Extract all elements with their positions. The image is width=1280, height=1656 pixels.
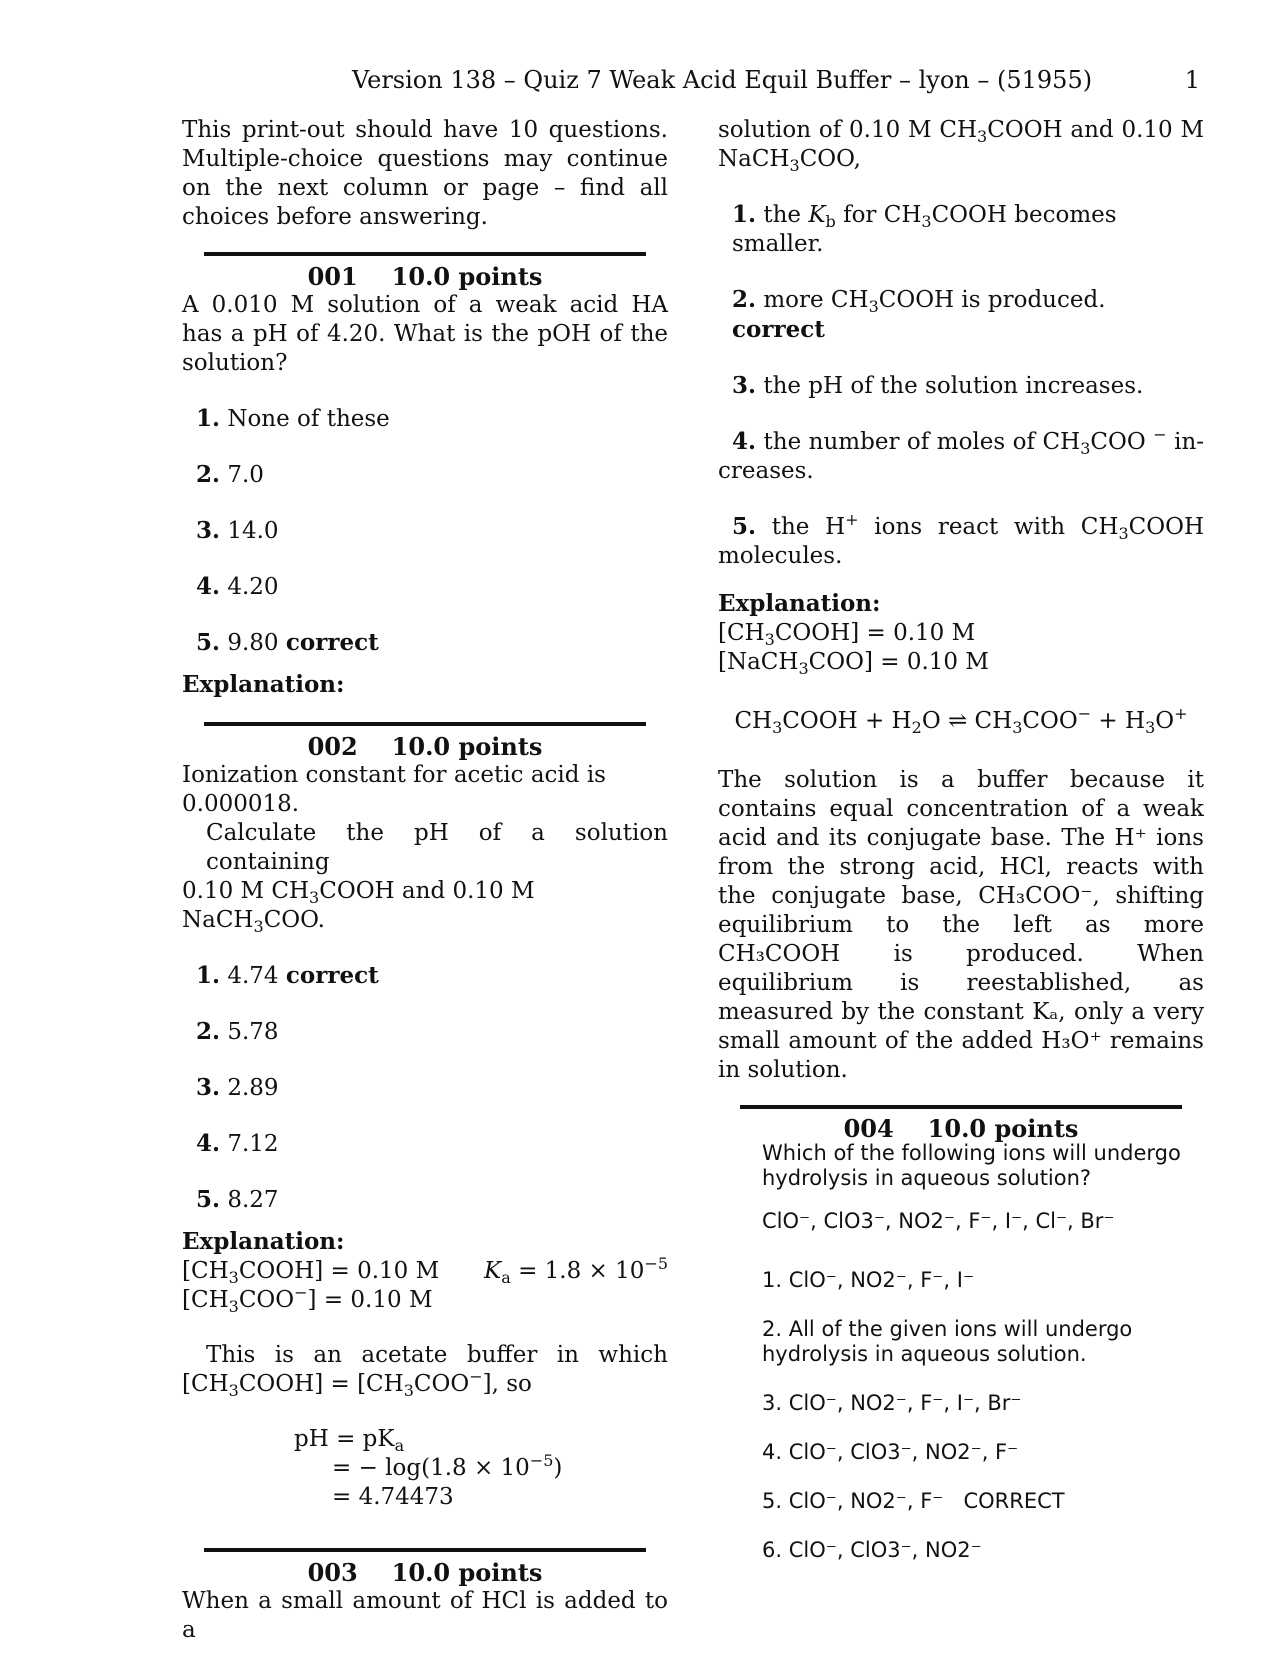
choice-004-3: 3. ClO⁻, NO2⁻, F⁻, I⁻, Br⁻ <box>762 1391 1022 1415</box>
buffer-statement: This is an acetate buffer in which $[CH_3COOH] = [CH_3COO^-]$, so <box>182 1342 668 1400</box>
correct-mark: correct <box>285 629 379 656</box>
choice-002-3: 3. 2.89 <box>196 1074 279 1101</box>
question-text-001: A 0.010 M solution of a weak acid HA has a pH of 4.20. What is the pOH of the solution? <box>182 292 668 376</box>
explanation-concentrations: $[CH_3COOH] = 0.10$ M [NaCH$_3$COO] = 0.10 M <box>718 620 989 678</box>
right-column <box>718 116 1204 1563</box>
choice-002-5: 5. 8.27 <box>196 1186 279 1213</box>
ion-list: ClO⁻, ClO3⁻, NO2⁻, F⁻, I⁻, Cl⁻, Br⁻ <box>762 1209 1115 1233</box>
correct-mark: CORRECT <box>963 1489 1065 1513</box>
choice-004-6: 6. ClO⁻, ClO3⁻, NO2⁻ <box>762 1538 982 1562</box>
question-text-004: Which of the following ions will undergo hydrolysis in aqueous solution? <box>762 1141 1181 1190</box>
choice-003-5: 5. the H+ ions react with $CH_3COOH$ molecules. <box>718 510 1205 569</box>
ph-calculation: pH = $pK_a$ = − $\log(1.8 \times 10^{-5})$ = 4.74473 <box>294 1426 563 1510</box>
choice-003-4: 4. the number of moles of $CH_3COO$ − in- creases. <box>718 425 1205 484</box>
choice-001-4: 4. 4.20 <box>196 573 279 600</box>
page-number: 1 <box>1184 66 1200 94</box>
choice-004-5: 5. ClO⁻, NO2⁻, F⁻ CORRECT <box>762 1489 1065 1513</box>
choice-001-5: 5. 9.80 correct <box>196 629 379 656</box>
question-text-003-cont: solution of 0.10 M $CH_3COOH$ and 0.10 M NaCH$_3$COO, <box>718 117 1204 175</box>
explanation-label: Explanation: <box>718 590 881 617</box>
question-divider <box>204 1548 646 1552</box>
question-points: 10.0 points <box>391 262 543 291</box>
left-column <box>182 116 668 1645</box>
choice-001-2: 2. 7.0 <box>196 461 264 488</box>
choice-001-1: 1. None of these <box>196 405 390 432</box>
choice-002-1: 1. 4.74 correct <box>196 962 379 989</box>
question-number: 001 <box>307 262 358 291</box>
choice-004-4: 4. ClO⁻, ClO3⁻, NO2⁻, F⁻ <box>762 1440 1019 1464</box>
question-header-003: 003 10.0 points <box>307 1558 543 1587</box>
question-header-002: 002 10.0 points <box>307 732 543 761</box>
explanation-label: Explanation: <box>182 671 345 698</box>
question-divider <box>740 1105 1182 1109</box>
intro-text: This print-out should have 10 questions. Multiple-choice questions may continue on the next column or page – find all choices before answering. <box>182 117 668 230</box>
choice-003-1: 1. the $K_b$ for $CH_3COOH$ becomes smaller. <box>732 201 1117 257</box>
choice-004-2: 2. All of the given ions will undergo hydrolysis in aqueous solution. <box>762 1317 1133 1366</box>
document-title: Version 138 – Quiz 7 Weak Acid Equil Buffer – lyon – (51955) <box>352 66 1093 94</box>
question-divider <box>204 722 646 726</box>
question-header-004: 004 10.0 points <box>843 1114 1079 1143</box>
question-text-003-start: When a small amount of HCl is added to a <box>182 1588 668 1643</box>
choice-003-2: 2. more $CH_3COOH$ is produced. correct <box>732 286 1106 343</box>
explanation-concentrations: $[CH_3COOH] = 0.10$ M $[CH_3COO^-] = 0.10$ M $K_a = 1.8 \times 10^{-5}$ <box>182 1254 668 1316</box>
page-header <box>0 66 1280 100</box>
question-divider <box>204 252 646 256</box>
choice-003-3: 3. the pH of the solution increases. <box>732 372 1144 399</box>
choice-001-3: 3. 14.0 <box>196 517 279 544</box>
question-text-002: Ionization constant for acetic acid is 0.000018. Calculate the pH of a solution containing 0.10 M $CH_3COOH$ and 0.10 M NaCH$_3$COO. <box>182 762 668 936</box>
question-header-001 <box>182 262 668 291</box>
explanation-label: Explanation: <box>182 1228 345 1255</box>
equilibrium-equation: $CH_3COOH + H_2O$ ⇌ $CH_3COO^- + H_3O^+$ <box>734 704 1188 737</box>
explanation-text-003: The solution is a buffer because it contains equal concentration of a weak acid and its conjugate base. The H⁺ ions from the strong acid, HCl, reacts with the conjugate base, CH₃COO⁻, shifting equilibrium to the left as more CH₃COOH is produced. When equilibrium is reestablished, as measured by the constant Kₐ, only a very small amount of the added H₃O⁺ remains in solution. <box>718 767 1204 1083</box>
choice-002-2: 2. 5.78 <box>196 1018 279 1045</box>
choice-004-1: 1. ClO⁻, NO2⁻, F⁻, I⁻ <box>762 1268 975 1292</box>
choice-002-4: 4. 7.12 <box>196 1130 279 1157</box>
